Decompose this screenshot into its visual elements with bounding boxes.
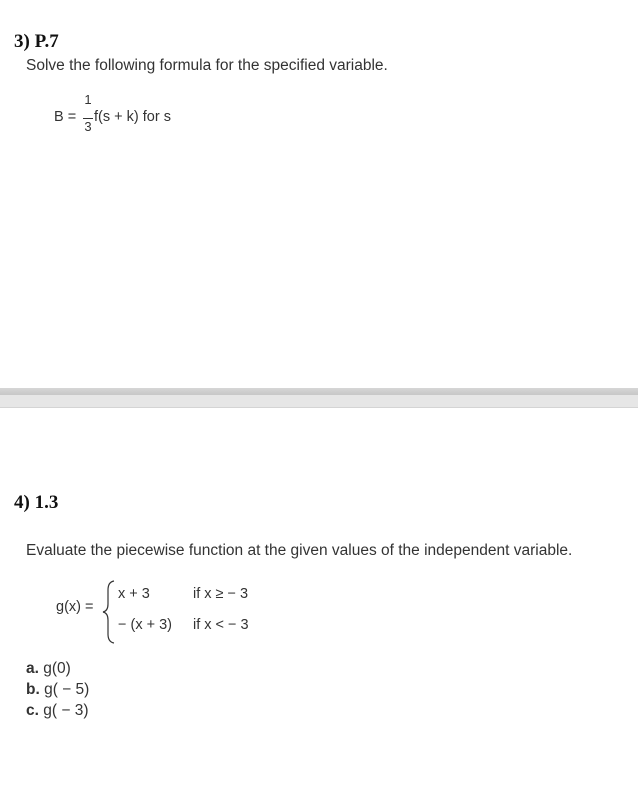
part-c-value: g( − 3) bbox=[43, 702, 89, 719]
part-b-label: b. bbox=[26, 681, 40, 698]
section-divider-band bbox=[0, 395, 638, 407]
question-3-heading: 3) P.7 bbox=[14, 31, 59, 52]
part-a-label: a. bbox=[26, 660, 39, 677]
case-1-expression: x + 3 bbox=[118, 586, 150, 602]
formula-lhs: B = bbox=[54, 109, 77, 125]
case-2-expression: − (x + 3) bbox=[118, 617, 172, 633]
section-divider bbox=[0, 388, 638, 395]
function-name: g(x) = bbox=[56, 599, 94, 615]
left-brace-icon bbox=[102, 580, 116, 644]
formula-rhs: f(s + k) for s bbox=[94, 109, 171, 125]
fraction-numerator: 1 bbox=[84, 92, 92, 107]
question-4-instruction: Evaluate the piecewise function at the given values of the independent variable. bbox=[26, 542, 573, 559]
question-3-formula bbox=[54, 92, 194, 142]
part-c-label: c. bbox=[26, 702, 39, 719]
fraction-denominator: 3 bbox=[84, 119, 92, 134]
part-a bbox=[26, 660, 71, 678]
case-2-condition: if x < − 3 bbox=[193, 617, 249, 633]
question-4-heading: 4) 1.3 bbox=[14, 492, 59, 513]
case-1-condition: if x ≥ − 3 bbox=[193, 586, 249, 602]
piecewise-function bbox=[56, 580, 276, 644]
section-divider-line bbox=[0, 407, 638, 408]
part-c bbox=[26, 702, 88, 720]
question-3-instruction: Solve the following formula for the specified variable. bbox=[26, 57, 388, 74]
part-b bbox=[26, 681, 89, 699]
part-b-value: g( − 5) bbox=[44, 681, 90, 698]
part-a-value: g(0) bbox=[43, 660, 71, 677]
